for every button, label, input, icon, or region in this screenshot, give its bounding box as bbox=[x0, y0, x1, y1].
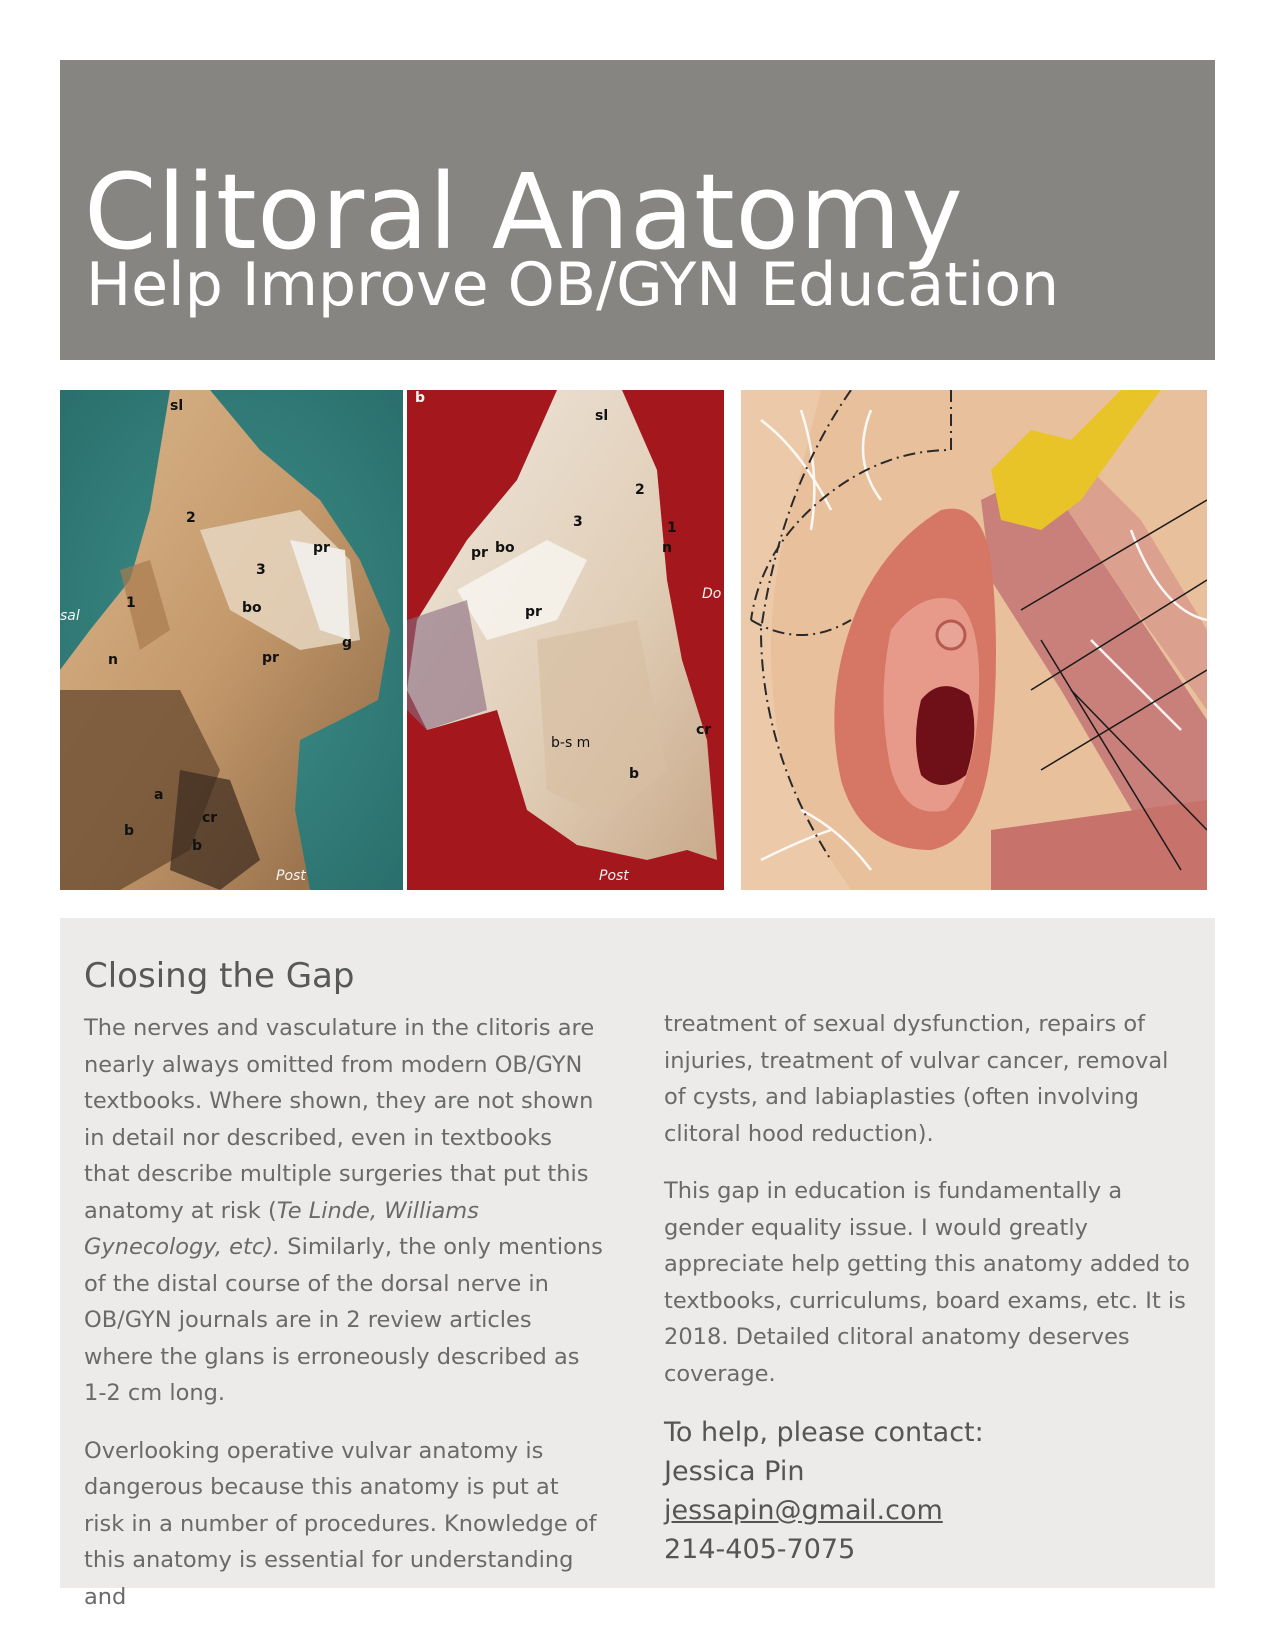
section-heading: Closing the Gap bbox=[84, 956, 355, 996]
label-sl: sl bbox=[595, 408, 609, 424]
label-do: Do bbox=[702, 586, 722, 602]
label-pr: pr bbox=[471, 545, 488, 561]
paragraph-omission-part-b: Similarly, the only mentions of the distal course of the dorsal nerve in OB/GYN journals are in 2 review articles where the glans is erroneously described as 1-2 cm long. bbox=[84, 1234, 603, 1406]
contact-name: Jessica Pin bbox=[664, 1456, 805, 1487]
paragraph-omission bbox=[84, 1010, 604, 1412]
label-a: a bbox=[154, 787, 164, 803]
paragraph-equality: This gap in education is fundamentally a gender equality issue. I would greatly appreciate help getting this anatomy added to textbooks, curriculums, board exams, etc. It is 2018. Detailed clitoral anatomy deserves coverage. bbox=[664, 1178, 1190, 1387]
label-n: n bbox=[108, 652, 118, 668]
label-cr: cr bbox=[202, 810, 218, 826]
label-3: 3 bbox=[256, 562, 266, 578]
label-2: 2 bbox=[635, 482, 645, 498]
closing-gap-panel bbox=[60, 918, 1215, 1610]
contact-email-link[interactable]: jessapin@gmail.com bbox=[664, 1495, 943, 1526]
label-b-2: b bbox=[192, 838, 203, 854]
label-2: 2 bbox=[186, 510, 196, 526]
label-b: b bbox=[124, 823, 135, 839]
header-banner bbox=[60, 60, 1215, 360]
label-cr: cr bbox=[696, 722, 712, 738]
paragraph-omission-part-a: The nerves and vasculature in the clitoris are nearly always omitted from modern OB/GYN textbooks. Where shown, they are not shown in detail nor described, even in textbooks that describe multiple surgeries that put this anatomy at risk ( bbox=[84, 1015, 595, 1224]
label-n: n bbox=[662, 540, 672, 556]
page-subtitle: Help Improve OB/GYN Education bbox=[86, 250, 1060, 320]
label-pr: pr bbox=[313, 540, 330, 556]
label-b-s-m: b-s m bbox=[551, 735, 591, 751]
paragraph-danger: Overlooking operative vulvar anatomy is dangerous because this anatomy is put at risk in a number of procedures. Knowledge of this anatomy is essential for understanding and bbox=[84, 1437, 597, 1610]
label-1: 1 bbox=[126, 595, 136, 611]
contact-phone: 214-405-7075 bbox=[664, 1534, 856, 1565]
contact-block bbox=[664, 1413, 1194, 1569]
label-bo: bo bbox=[495, 540, 515, 556]
label-pr-2: pr bbox=[262, 650, 279, 666]
textbook-citation: Te Linde, Williams Gynecology, etc). bbox=[84, 1197, 479, 1260]
label-sal: sal bbox=[60, 608, 80, 624]
label-post: Post bbox=[276, 868, 306, 884]
paragraph-procedures: treatment of sexual dysfunction, repairs of injuries, treatment of vulvar cancer, removal of cysts, and labiaplasties (often involving clitoral hood reduction). bbox=[664, 1011, 1169, 1147]
dissection-photo-red bbox=[407, 390, 724, 890]
contact-heading: To help, please contact: bbox=[664, 1417, 984, 1448]
label-bo: bo bbox=[242, 600, 262, 616]
label-g: g bbox=[342, 635, 353, 651]
left-column bbox=[84, 1010, 604, 1636]
page-title: Clitoral Anatomy bbox=[84, 151, 964, 273]
right-column bbox=[664, 1006, 1194, 1569]
dissection-photo-teal bbox=[60, 390, 403, 890]
label-1: 1 bbox=[667, 520, 677, 536]
anatomy-illustration bbox=[741, 390, 1207, 890]
label-pr-2: pr bbox=[525, 604, 542, 620]
label-sl: sl bbox=[170, 398, 184, 414]
label-post: Post bbox=[599, 868, 629, 884]
label-b: b bbox=[629, 766, 640, 782]
label-3: 3 bbox=[573, 514, 583, 530]
label-b-panel: b bbox=[415, 390, 426, 406]
